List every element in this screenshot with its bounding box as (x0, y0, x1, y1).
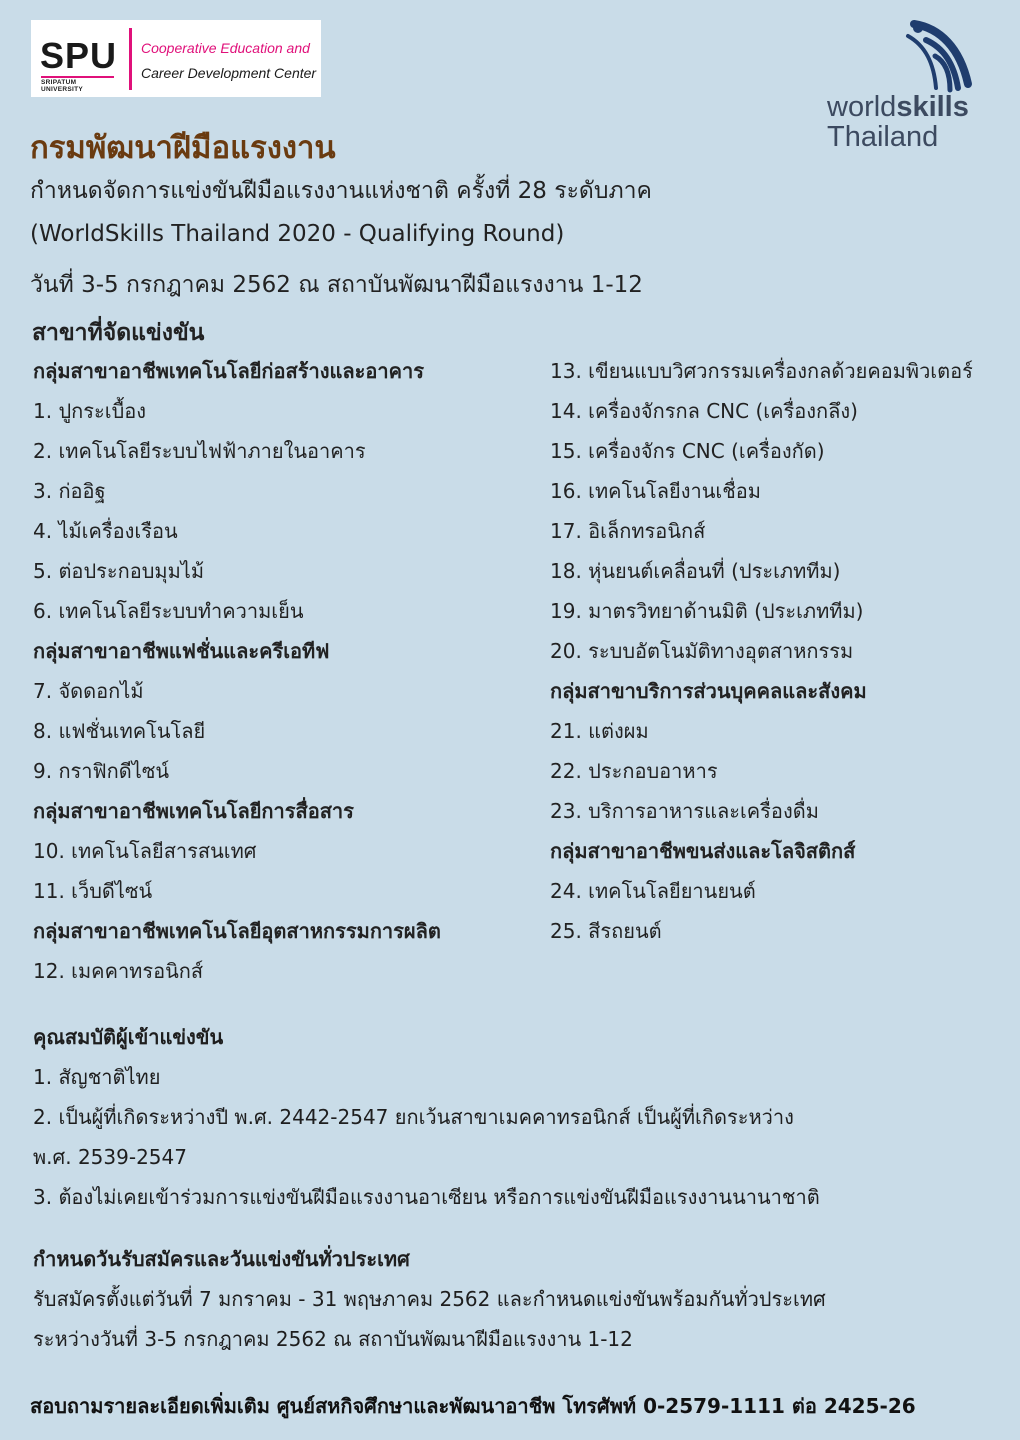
worldskills-wordmark (827, 92, 969, 122)
skill-group-heading: กลุ่มสาขาบริการส่วนบุคคลและสังคม (550, 679, 867, 703)
schedule-line: รับสมัครตั้งแต่วันที่ 7 มกราคม - 31 พฤษภาคม 2562 และกำหนดแข่งขันพร้อมกันทั่วประเทศ (33, 1287, 826, 1311)
spu-logo-line2: Career Development Center (141, 65, 317, 81)
skill-item: 22. ประกอบอาหาร (550, 759, 718, 783)
schedule-block (33, 1244, 826, 1364)
skill-group-heading: กลุ่มสาขาอาชีพเทคโนโลยีการสื่อสาร (33, 799, 354, 823)
skill-item: 6. เทคโนโลยีระบบทำความเย็น (33, 599, 304, 623)
qualification-line: 3. ต้องไม่เคยเข้าร่วมการแข่งขันฝีมือแรงงานอาเซียน หรือการแข่งขันฝีมือแรงงานนานาชาติ (33, 1185, 820, 1209)
skill-item: 10. เทคโนโลยีสารสนเทศ (33, 839, 257, 863)
spu-logo-sub-line1: SRIPATUM (41, 79, 77, 86)
skill-item: 15. เครื่องจักร CNC (เครื่องกัด) (550, 439, 825, 463)
skill-item: 21. แต่งผม (550, 719, 649, 743)
qualification-line: 2. เป็นผู้ที่เกิดระหว่างปี พ.ศ. 2442-2547 ยกเว้นสาขาเมคคาทรอนิกส์ เป็นผู้ที่เกิดระหว่าง (33, 1105, 794, 1129)
intro-line-3: วันที่ 3-5 กรกฎาคม 2562 ณ สถาบันพัฒนาฝีมือแรงงาน 1-12 (30, 272, 643, 298)
skill-group-heading: กลุ่มสาขาอาชีพแฟชั่นและครีเอทีฟ (33, 639, 330, 663)
skill-item: 14. เครื่องจักรกล CNC (เครื่องกลึง) (550, 399, 858, 423)
skill-group-heading: กลุ่มสาขาอาชีพขนส่งและโลจิสติกส์ (550, 839, 856, 863)
spu-logo-mark: SPU (40, 35, 118, 76)
skills-left-column (33, 356, 441, 996)
skill-item: 25. สีรถยนต์ (550, 919, 662, 943)
skill-item: 11. เว็บดีไซน์ (33, 879, 153, 903)
skill-item: 8. แฟชั่นเทคโนโลยี (33, 719, 206, 743)
skill-item: 12. เมคคาทรอนิกส์ (33, 959, 204, 983)
spu-logo-divider (129, 28, 132, 90)
skill-group-heading: กลุ่มสาขาอาชีพเทคโนโลยีก่อสร้างและอาคาร (33, 359, 424, 383)
skill-item: 16. เทคโนโลยีงานเชื่อม (550, 479, 761, 503)
qualifications-block (33, 1022, 820, 1222)
qualification-line: พ.ศ. 2539-2547 (33, 1145, 187, 1169)
skill-item: 3. ก่ออิฐ (33, 479, 106, 503)
skill-item: 4. ไม้เครื่องเรือน (33, 519, 178, 543)
schedule-title: กำหนดวันรับสมัครและวันแข่งขันทั่วประเทศ (33, 1247, 410, 1271)
worldskills-word-light: world (827, 91, 897, 123)
skills-section-title: สาขาที่จัดแข่งขัน (32, 320, 205, 346)
spu-logo-sub-line2: UNIVERSITY (41, 86, 84, 93)
spu-logo-bar (41, 76, 114, 78)
skill-item: 17. อิเล็กทรอนิกส์ (550, 519, 706, 543)
skill-item: 1. ปูกระเบื้อง (33, 399, 147, 423)
qualification-line: 1. สัญชาติไทย (33, 1065, 161, 1089)
spu-logo-line1: Cooperative Education and (141, 40, 310, 56)
worldskills-country: Thailand (827, 121, 939, 153)
worldskills-word-bold: skills (896, 91, 969, 123)
skill-group-heading: กลุ่มสาขาอาชีพเทคโนโลยีอุตสาหกรรมการผลิต (33, 919, 441, 943)
skill-item: 7. จัดดอกไม้ (33, 679, 144, 703)
skill-item: 18. หุ่นยนต์เคลื่อนที่ (ประเภททีม) (550, 559, 841, 583)
skill-item: 9. กราฟิกดีไซน์ (33, 759, 170, 783)
skill-item: 24. เทคโนโลยียานยนต์ (550, 879, 756, 903)
skill-item: 20. ระบบอัตโนมัติทางอุตสาหกรรม (550, 639, 854, 663)
worldskills-swoosh-icon (822, 18, 992, 98)
intro-line-1: กำหนดจัดการแข่งขันฝีมือแรงงานแห่งชาติ ครั้งที่ 28 ระดับภาค (30, 178, 652, 204)
skill-item: 13. เขียนแบบวิศวกรรมเครื่องกลด้วยคอมพิวเตอร์ (550, 359, 973, 383)
spu-logo-university (41, 79, 117, 93)
skill-item: 23. บริการอาหารและเครื่องดื่ม (550, 799, 819, 823)
skills-right-column (550, 356, 973, 956)
intro-line-2: (WorldSkills Thailand 2020 - Qualifying Round) (30, 221, 565, 247)
skill-item: 2. เทคโนโลยีระบบไฟฟ้าภายในอาคาร (33, 439, 366, 463)
spu-logo (31, 20, 321, 97)
page-title: กรมพัฒนาฝีมือแรงงาน (30, 130, 336, 166)
schedule-line: ระหว่างวันที่ 3-5 กรกฎาคม 2562 ณ สถาบันพัฒนาฝีมือแรงงาน 1-12 (33, 1327, 633, 1351)
skill-item: 19. มาตรวิทยาด้านมิติ (ประเภททีม) (550, 599, 864, 623)
worldskills-logo (822, 18, 992, 153)
qualifications-title: คุณสมบัติผู้เข้าแข่งขัน (33, 1025, 224, 1049)
skill-item: 5. ต่อประกอบมุมไม้ (33, 559, 205, 583)
contact-footer: สอบถามรายละเอียดเพิ่มเติม ศูนย์สหกิจศึกษาและพัฒนาอาชีพ โทรศัพท์ 0-2579-1111 ต่อ 2425-26 (30, 1394, 916, 1418)
